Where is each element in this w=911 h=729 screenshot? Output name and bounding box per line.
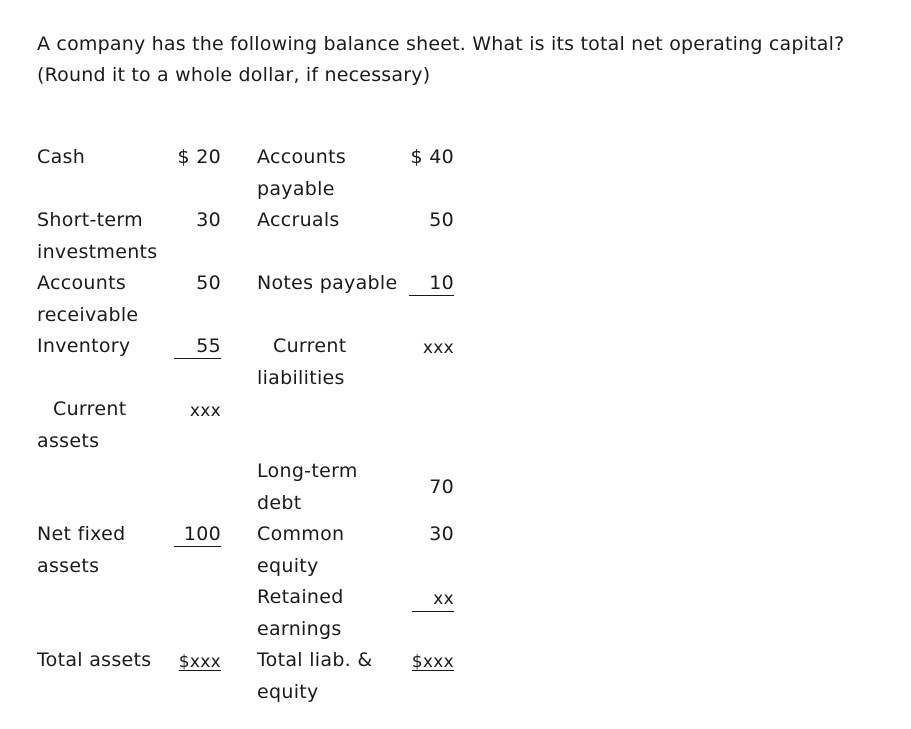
total-liab-equity-label: Total liab. & equity (257, 649, 373, 703)
current-assets-value: xxx (189, 401, 221, 421)
accruals-label: Accruals (257, 209, 340, 231)
net-fixed-assets-value: 100 (174, 523, 221, 547)
accounts-payable-label: Accounts payable (257, 146, 347, 200)
notes-payable-value: 10 (409, 272, 454, 296)
notes-payable-label: Notes payable (257, 272, 398, 294)
accounts-receivable-label: Accounts receivable (37, 272, 139, 326)
common-equity-label: Common equity (257, 523, 345, 577)
common-equity-value: 30 (429, 523, 454, 545)
short-term-investments-label: Short-term investments (37, 209, 158, 263)
current-liabilities-label: Current liabilities (257, 335, 347, 389)
long-term-debt-label: Long-term debt (257, 460, 358, 514)
net-fixed-assets-label: Net fixed assets (37, 523, 126, 577)
inventory-label: Inventory (37, 335, 131, 357)
short-term-investments-value: 30 (196, 209, 221, 231)
cash-value: $ 20 (177, 146, 221, 168)
accounts-payable-value: $ 40 (410, 146, 454, 168)
question-line-1: A company has the following balance sheet. What is its total net operating capital? (37, 33, 845, 55)
question-line-2: (Round it to a whole dollar, if necessary) (37, 64, 431, 86)
total-assets-label: Total assets (37, 649, 152, 671)
accounts-receivable-value: 50 (196, 272, 221, 294)
total-liab-equity-value: $xxx (411, 652, 454, 672)
current-assets-label: Current assets (37, 398, 127, 452)
inventory-value: 55 (174, 335, 221, 359)
retained-earnings-label: Retained earnings (257, 586, 344, 640)
current-liabilities-value: xxx (422, 338, 454, 358)
accruals-value: 50 (429, 209, 454, 231)
long-term-debt-value: 70 (429, 476, 454, 498)
total-assets-value: $xxx (178, 652, 221, 672)
retained-earnings-value: xx (412, 588, 454, 612)
cash-label: Cash (37, 146, 86, 168)
question-text (37, 29, 877, 91)
